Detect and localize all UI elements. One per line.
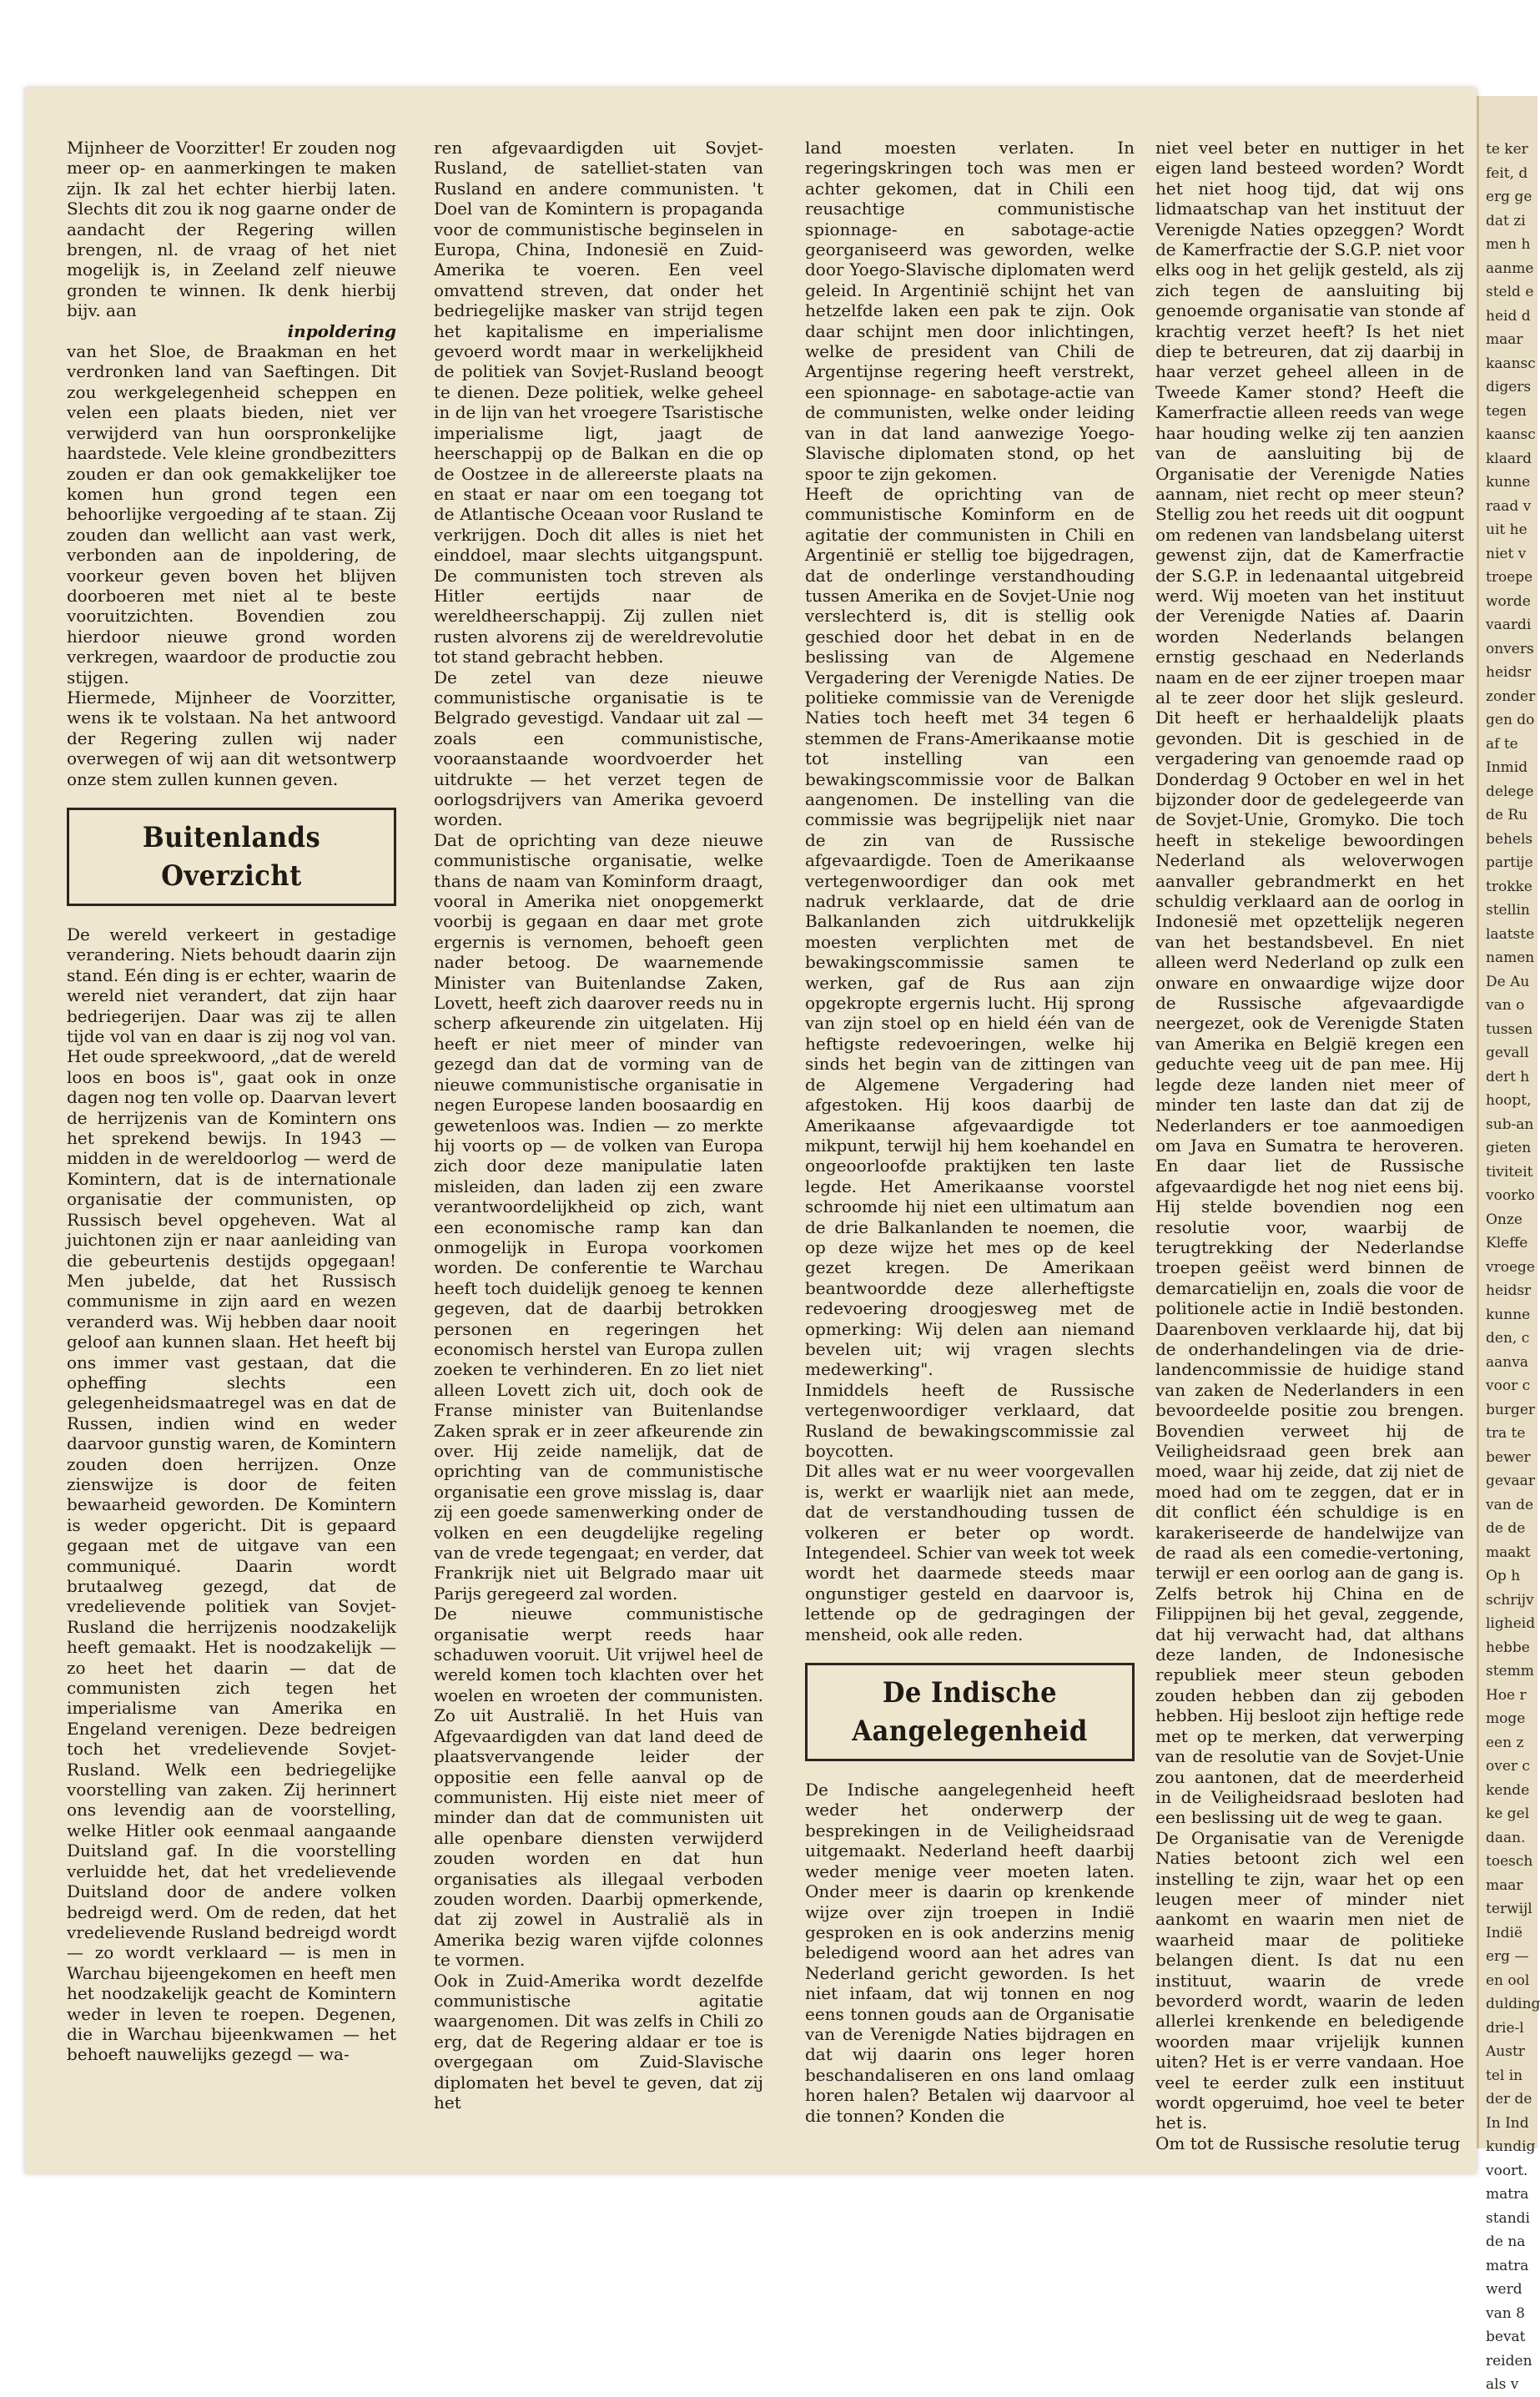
paragraph: Ook in Zuid-Amerika wordt dezelfde communistische agitatie waargenomen. Dit was zelfs in Chili zo erg, dat de Regering aldaar er toe is overgegaan om Zuid-Slavische diplomaten het bevel te geven, dat zij het <box>434 1970 763 2112</box>
paragraph: Dit alles wat er nu weer voorgevallen is, werkt er waarlijk niet aan mede, dat de verstandhouding tussen de volkeren er beter op wordt. Integendeel. Schier van week tot week wordt het daarmede steeds maar ongunstiger gesteld en daarvoor is, lettende op de gedragingen der mensheid, ook alle reden. <box>805 1461 1135 1644</box>
paragraph: De nieuwe communistische organisatie werpt reeds haar schaduwen vooruit. Uit vrijwel heel de wereld komen toch klachten over het woelen en wroeten der communisten. Zo uit Australië. In het Huis van Afgevaardigden van dat land deed de plaatsvervangende leider der oppositie een felle aanval op de communisten. Hij eiste niet meer of minder dan dat de communisten uit alle openbare diensten verwijderd zouden worden en dat hun organisaties als illegaal verboden zouden worden. Daarbij opmerkende, dat zij zowel in Australië als in Amerika bezig waren vijfde colonnes te vormen. <box>434 1604 763 1971</box>
column-3 <box>805 138 1135 2126</box>
column-2 <box>434 138 763 2112</box>
column-1 <box>67 138 396 2065</box>
next-page-text-fragment: te ker feit, d erg ge dat zi men h aanme steld e heid d maar kaansc digers tegen kaansc klaard kunne raad v uit he niet v troepe worde vaardi onvers heidsr zonder gen do af te Inmid delege de Ru behels partije trokke stellin laatste namen De Au van o tussen gevall dert h hoopt, sub-an gieten tiviteit voorko Onze Kleffe vroege heidsr kunne den, c aanva voor c burger tra te bewer gevaar van de de de maakt Op h schrijv ligheid hebbe stemm Hoe r moge een z over c kende ke gel daan. toesch maar terwijl Indië erg — en ool dulding drie-l Austr tel in der de In Ind kundig voort. matra standi de na matra werd van 8 bevat reiden als v <box>1486 141 1540 2393</box>
paragraph: van het Sloe, de Braakman en het verdronken land van Saeftingen. Dit zou werkgelegenheid scheppen en velen een plaats bieden, niet ver verwijderd van hun oorspronkelijke haardstede. Vele kleine grondbezitters zouden er dan ook gemakkelijker toe komen hun grond tegen een behoorlijke vergoeding af te staan. Zij zouden dan wellicht aan vast werk, verbonden aan de inpoldering, de voorkeur geven boven het blijven doorboeren met niet al te beste vooruitzichten. Bovendien zou hierdoor nieuwe grond worden verkregen, waardoor de productie zou stijgen. <box>67 341 396 687</box>
paragraph: Mijnheer de Voorzitter! Er zouden nog meer op- en aanmerkingen te maken zijn. Ik zal het echter hierbij laten. Slechts dit zou ik nog gaarne onder de aandacht der Regering willen brengen, nl. de vraag of het niet mogelijk is, in Zeeland zelf nieuwe gronden te winnen. Ik denk hierbij bijv. aan <box>67 138 396 321</box>
paragraph: De zetel van deze nieuwe communistische organisatie is te Belgrado gevestigd. Vandaar uit zal — zoals een communistische, vooraanstaande woordvoerder het uitdrukte — het verzet tegen de oorlogsdrijvers van Amerika gevoerd worden. <box>434 667 763 830</box>
paragraph: Hiermede, Mijnheer de Voorzitter, wens ik te volstaan. Na het antwoord der Regering zullen wij nader overwegen of wij aan dit wetsontwerp onze stem zullen kunnen geven. <box>67 687 396 789</box>
section-heading-buitenlands-overzicht: Buitenlands Overzicht <box>67 808 396 906</box>
paragraph: ren afgevaardigden uit Sovjet-Rusland, de satelliet-staten van Rusland en andere communisten. 't Doel van de Komintern is propaganda voor de communistische beginselen in Europa, China, Indonesië en Zuid-Amerika te voeren. Een veel omvattend streven, dat onder het bedriegelijke masker van strijd tegen het kapitalisme en imperialisme gevoerd wordt maar in werkelijkheid de politiek van Sovjet-Rusland beoogt te dienen. Deze politiek, welke geheel in de lijn van het vroegere Tsaristische imperialisme ligt, jaagt de heerschappij op de Balkan en die op de Oostzee in de allereerste plaats na en staat er naar om een toegang tot de Atlantische Oceaan voor Rusland te verkrijgen. Doch dit alles is niet het einddoel, maar slechts uitgangspunt. De communisten toch streven als Hitler eertijds naar de wereldheerschappij. Zij zullen niet rusten alvorens zij de wereldrevolutie tot stand gebracht hebben. <box>434 138 763 667</box>
paragraph: Om tot de Russische resolutie terug <box>1155 2133 1461 2153</box>
paragraph: Dat de oprichting van deze nieuwe communistische organisatie, welke thans de naam van Kominform draagt, vooral in Amerika niet onopgemerkt voorbij is gegaan en daar met grote ergernis is vernomen, behoeft geen nader betoog. De waarnemende Minister van Buitenlandse Zaken, Lovett, heeft zich daarover reeds nu in scherp afkeurende zin uitgelaten. Hij heeft er niet meer of minder van gezegd dan dat de vorming van de nieuwe communistische organisatie in negen Europese landen boosaardig en gewetenloos was. Indien — zo merkte hij voorts op — de volken van Europa zich door deze manipulatie laten misleiden, dan laden zij een zware verantwoordelijkheid op zich, want een economische ramp kan dan onmogelijk in Europa voorkomen worden. De conferentie te Warchau heeft toch duidelijk genoeg te kennen gegeven, dat de daarbij betrokken personen en regeringen het economisch herstel van Europa zullen zoeken te verhinderen. En zo liet niet alleen Lovett zich uit, doch ook de Franse minister van Buitenlandse Zaken sprak er in zeer afkeurende zin over. Hij zeide namelijk, dat de oprichting van de communistische organisatie een grove misslag is, daar zij een goede samenwerking onder de volken en een deugdelijke regeling van de vrede tegengaat; en verder, dat Frankrijk niet uit Belgrado maar uit Parijs geregeerd zal worden. <box>434 829 763 1604</box>
section-heading-indische-aangelegenheid: De Indische Aangelegenheid <box>805 1663 1135 1761</box>
next-page-edge <box>1477 96 1540 2393</box>
subheading-inpoldering: inpoldering <box>287 320 396 341</box>
paragraph: land moesten verlaten. In regeringskringen toch was men er achter gekomen, dat in Chili een reusachtige communistische spionnage- en sabotage-actie georganiseerd was geworden, welke door Yoego-Slavische diplomaten werd geleid. In Argentinië schijnt het van hetzelfde laken een pak te zijn. Ook daar schijnt men door inlichtingen, welke de president van Chili de Argentijnse regering heeft verstrekt, een spionnage- en sabotage-actie van de communisten, welke onder leiding van in dat land aanwezige Yoego-Slavische diplomaten stond, op het spoor te zijn gekomen. <box>805 138 1135 484</box>
paragraph: De Organisatie van de Verenigde Naties betoont zich wel een instelling te zijn, waar het op een leugen meer of minder niet aankomt en waarin men niet de waarheid maar de politieke belangen dient. Is dat nu een instituut, waarin de vrede bevorderd wordt, waarin de leden allerlei krenkende en beledigende woorden maar vrijelijk kunnen uiten? Het is er verre vandaan. Hoe veel te eerder zulk een instituut wordt opgeruimd, hoe veel te beter het is. <box>1155 1827 1464 2133</box>
column-4 <box>1155 138 1464 2153</box>
paragraph: Inmiddels heeft de Russische vertegenwoordiger verklaard, dat Rusland de bewakingscommissie zal boycotten. <box>805 1379 1135 1461</box>
paragraph: niet veel beter en nuttiger in het eigen land besteed worden? Wordt het niet hoog tijd, dat wij ons lidmaatschap van het instituut der Verenigde Naties opzeggen? Wordt de Kamerfractie der S.G.P. niet voor elks oog in het gelijk gesteld, als zij zich tegen de aansluiting bij genoemde organisatie van stonde af krachtig verzet heeft? Is het niet diep te betreuren, dat zij daarbij in haar verzet geheel alleen in de Tweede Kamer stond? Heeft die Kamerfractie alleen reeds van wege haar houding welke zij ten aanzien van de aansluiting bij de Organisatie der Verenigde Naties aannam, niet recht op meer steun? Stellig zou het reeds uit dit oogpunt om redenen van landsbelang uiterst gewenst zijn, dat de Kamerfractie der S.G.P. in ledenaantal uitgebreid werd. Wij moeten van het instituut der Verenigde Naties af. Daarin worden Nederlands belangen ernstig geschaad en Nederlands naam en de eer zijner troepen maar al te zeer door het slijk gesleurd. Dit heeft er herhaaldelijk plaats gevonden. Dit is geschied in de vergadering van genoemde raad op Donderdag 9 October en wel in het bijzonder door de gedelegeerde van de Sovjet-Unie, Gromyko. Die toch heeft in stekelige bewoordingen Nederland als weloverwogen aanvaller gebrandmerkt en het schuldig verklaard aan de oorlog in Indonesië met opzettelijk negeren van het bestandsbevel. En niet alleen werd Nederland op zulk een onware en onwaardige wijze door de Russische afgevaardigde neergezet, ook de Verenigde Staten van Amerika en België kregen een geduchte veeg uit de pan mee. Hij legde deze landen niet meer of minder ten laste dan dat zij de Nederlanders er toe aanmoedigen om Java en Sumatra te heroveren. En daar liet de Russische afgevaardigde het nog niet eens bij. Hij stelde bovendien nog een resolutie voor, waarbij de terugtrekking der Nederlandse troepen geëist werd binnen de demarcatielijn en, zoals die voor de politionele actie in Indië bestonden. Daarenboven verklaarde hij, dat bij de onderhandelingen via de drie-landencommissie de huidige stand van zaken de Nederlanders in een bevoordeelde positie zou brengen. Bovendien verweet hij de Veiligheidsraad geen brek aan moed, waar hij zeide, dat zij niet de moed had om te zeggen, dat er in dit conflict één schuldige is en karakeriseerde de handelwijze van de raad als een comedie-vertoning, terwijl er een oorlog aan de gang is. Zelfs betrok hij China en de Filippijnen bij het geval, zeggende, dat hij verwacht had, dat althans deze landen, de Indonesische republiek meer steun geboden zouden hebben dan zij geboden hebben. Hij besloot zijn heftige rede met op te merken, dat verwerping van de resolutie van de Sovjet-Unie zou aantonen, dat de meerderheid in de Veiligheidsraad besloten had een beslissing uit de weg te gaan. <box>1155 138 1464 1828</box>
paragraph: Heeft de oprichting van de communistische Kominform en de agitatie der communisten in Chili en Argentinië er stellig toe bijgedragen, dat de onderlinge verstandhouding tussen Amerika en de Sovjet-Unie nog verslechterd is, dit is stellig ook geschied door het debat in en de beslissing van de Algemene Vergadering der Verenigde Naties. De politieke commissie van de Verenigde Naties toch heeft met 34 tegen 6 stemmen de Frans-Amerikaanse motie tot instelling van een bewakingscommissie voor de Balkan aangenomen. De instelling van die commissie was begrijpelijk niet naar de zin van de Russische afgevaardigde. Toen de Amerikaanse vertegenwoordiger dan ook met nadruk verklaarde, dat de drie Balkanlanden zich uitdrukkelijk moesten verplichten met de bewakingscommissie samen te werken, gaf de Rus aan zijn opgekropte ergernis lucht. Hij sprong van zijn stoel op en hield één van de heftigste redevoeringen, welke hij sinds het begin van de zittingen van de Algemene Vergadering had afgestoken. Hij koos daarbij de Amerikaanse afgevaardigde tot mikpunt, terwijl hij hem koehandel en ongeoorloofde praktijken ten laste legde. Het Amerikaanse voorstel schroomde hij niet een ultimatum aan de drie Balkanlanden te noemen, die op deze wijze het mes op de keel gezet kregen. De Amerikaan beantwoordde deze allerheftigste redevoering droogjesweg met de opmerking: Wij delen aan niemand bevelen uit; wij vragen slechts medewerking". <box>805 483 1135 1380</box>
paragraph: De wereld verkeert in gestadige verandering. Niets behoudt daarin zijn stand. Eén ding is er echter, waarin de wereld niet verandert, dat zijn haar bedriegerijen. Daar was zij te allen tijde vol van en daar is zij nog vol van. Het oude spreekwoord, „dat de wereld loos en boos is", gaat ook in onze dagen nog ten volle op. Daarvan levert de herrijzenis van de Komintern ons het sprekend bewijs. In 1943 — midden in de wereldoorlog — werd de Komintern, dat is de internationale organisatie der communisten, op Russisch bevel opgeheven. Wat al juichtonen zijn er naar aanleiding van die gebeurtenis destijds opgegaan! Men jubelde, dat het Russisch communisme in zijn aard en wezen veranderd was. Wij hebben daar nooit geloof aan kunnen slaan. Het heeft bij ons immer vast gestaan, dat die opheffing slechts een gelegenheidsmaatregel was en dat de Russen, indien wind en weder daarvoor gunstig waren, de Komintern zouden doen herrijzen. Onze zienswijze is door de feiten bewaarheid geworden. De Komintern is weder opgericht. Dit is gepaard gegaan met de uitgave van een communiqué. Daarin wordt brutaalweg gezegd, dat de vredelievende politiek van Sovjet-Rusland die herrijzenis noodzakelijk heeft gemaakt. Het is noodzakelijk — zo heet het daarin — dat de communisten zich tegen het imperialisme van Amerika en Engeland verenigen. Deze bedreigen toch het vredelievende Sovjet-Rusland. Welk een bedriegelijke voorstelling van zaken. Zij herinnert ons levendig aan de voorstelling, welke Hitler ook eenmaal aangaande Duitsland gaf. In die voorstelling verluidde het, dat het vredelievende Duitsland door de andere volken bedreigd werd. Om de reden, dat het vredelievende Rusland bedreigd wordt — zo wordt verklaard — is men in Warchau bijeengekomen en heeft men het noodzakelijk geacht de Komintern weder in leven te roepen. Degenen, die in Warchau bijeenkwamen — het behoeft nauwelijks gezegd — wa- <box>67 924 396 2065</box>
paragraph: De Indische aangelegenheid heeft weder het onderwerp der besprekingen in de Veiligheidsraad uitgemaakt. Nederland heeft daarbij weder menige veer moeten laten. Onder meer is daarin op krenkende wijze over zijn troepen in Indië gesproken en is ook anderzins menig beledigend woord aan het adres van Nederland gericht geworden. Is het niet infaam, dat wij tonnen en nog eens tonnen gouds aan de Organisatie van de Verenigde Naties bijdragen en dat wij daarin ons leger horen beschandaliseren en ons land omlaag horen halen? Betalen wij daarvoor al die tonnen? Konden die <box>805 1780 1135 2126</box>
